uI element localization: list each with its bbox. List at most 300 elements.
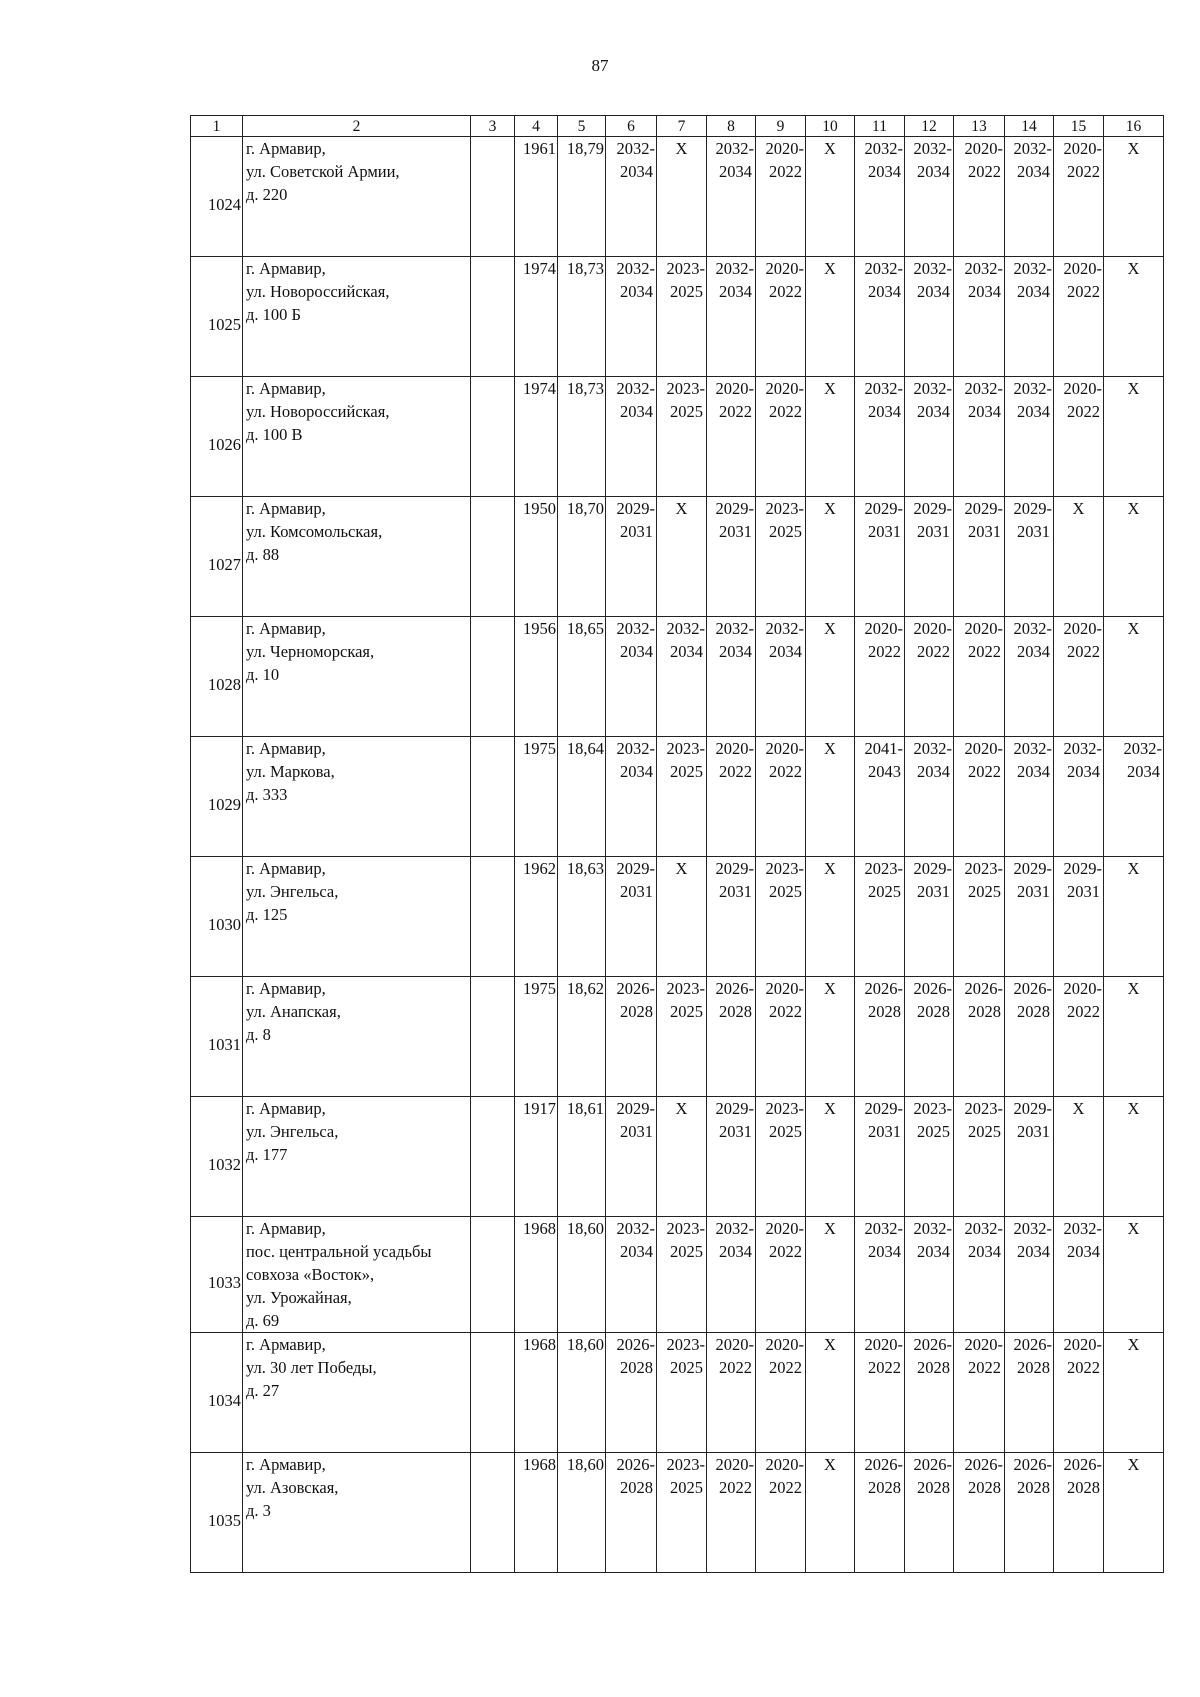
period-end: 2034 bbox=[968, 402, 1001, 421]
value-cell: 18,60 bbox=[558, 1217, 606, 1333]
period-start: 2026- bbox=[864, 1455, 903, 1474]
period-cell-col7 bbox=[657, 1217, 707, 1333]
address-line: г. Армавир, bbox=[246, 499, 326, 518]
period-end: 2022 bbox=[1067, 282, 1100, 301]
period-start: 2029- bbox=[1013, 1099, 1052, 1118]
period-cell-col7 bbox=[657, 497, 707, 617]
period-mark: X bbox=[675, 499, 688, 518]
col3-cell bbox=[471, 1097, 515, 1217]
period-start: 2020- bbox=[765, 1335, 804, 1354]
period-mark: X bbox=[824, 499, 836, 518]
period-end: 2022 bbox=[1067, 642, 1100, 661]
period-start: 2023- bbox=[666, 739, 705, 758]
row-number-cell bbox=[191, 497, 243, 617]
address-line: г. Армавир, bbox=[246, 1335, 326, 1354]
period-cell-col10 bbox=[806, 257, 855, 377]
address-line: д. 3 bbox=[246, 1501, 271, 1520]
period-cell-col16 bbox=[1104, 137, 1164, 257]
period-cell-col14 bbox=[1005, 497, 1054, 617]
period-start: 2020- bbox=[765, 1219, 804, 1238]
period-cell-col6 bbox=[606, 617, 657, 737]
period-end: 2034 bbox=[1017, 402, 1050, 421]
address-line: пос. центральной усадьбы bbox=[246, 1242, 432, 1261]
period-cell-col16 bbox=[1104, 1333, 1164, 1453]
address-line: ул. Урожайная, bbox=[246, 1288, 352, 1307]
column-header-1: 1 bbox=[191, 116, 243, 137]
period-cell-col13 bbox=[954, 1453, 1005, 1573]
period-start: 2029- bbox=[1013, 859, 1052, 878]
period-start: 2023- bbox=[765, 1099, 804, 1118]
period-cell-col15 bbox=[1054, 377, 1104, 497]
period-end: 2031 bbox=[917, 882, 950, 901]
row-number-cell bbox=[191, 857, 243, 977]
page-number: 87 bbox=[591, 56, 609, 75]
period-start: 2023- bbox=[666, 379, 705, 398]
period-start: 2032- bbox=[616, 379, 655, 398]
period-cell-col14 bbox=[1005, 377, 1054, 497]
address-cell bbox=[243, 737, 471, 857]
period-end: 2031 bbox=[968, 522, 1001, 541]
col3-cell bbox=[471, 1217, 515, 1333]
period-cell-col9 bbox=[756, 137, 806, 257]
row-number-cell bbox=[191, 377, 243, 497]
period-start: 2032- bbox=[964, 259, 1003, 278]
column-header-3: 3 bbox=[471, 116, 515, 137]
period-end: 2022 bbox=[917, 642, 950, 661]
period-end: 2034 bbox=[620, 762, 653, 781]
table-row bbox=[191, 377, 1164, 497]
period-start: 2020- bbox=[964, 619, 1003, 638]
period-cell-col15 bbox=[1054, 497, 1104, 617]
period-cell-col7 bbox=[657, 737, 707, 857]
period-cell-col11 bbox=[855, 1453, 905, 1573]
period-end: 2028 bbox=[968, 1002, 1001, 1021]
period-start: 2020- bbox=[765, 139, 804, 158]
period-cell-col9 bbox=[756, 377, 806, 497]
table-row bbox=[191, 497, 1164, 617]
address-line: г. Армавир, bbox=[246, 139, 326, 158]
value-cell: 18,73 bbox=[558, 377, 606, 497]
period-end: 2025 bbox=[769, 882, 802, 901]
period-mark: X bbox=[1127, 139, 1140, 158]
period-end: 2025 bbox=[917, 1122, 950, 1141]
period-start: 2032- bbox=[864, 259, 903, 278]
column-header-5: 5 bbox=[558, 116, 606, 137]
period-start: 2032- bbox=[1013, 1219, 1052, 1238]
period-end: 2034 bbox=[719, 282, 752, 301]
period-cell-col14 bbox=[1005, 257, 1054, 377]
period-end: 2034 bbox=[1017, 642, 1050, 661]
period-cell-col16 bbox=[1104, 617, 1164, 737]
period-start: 2020- bbox=[715, 1335, 754, 1354]
period-cell-col14 bbox=[1005, 977, 1054, 1097]
period-end: 2022 bbox=[769, 282, 802, 301]
period-end: 2031 bbox=[1017, 882, 1050, 901]
period-start: 2020- bbox=[913, 619, 952, 638]
period-cell-col15 bbox=[1054, 137, 1104, 257]
period-cell-col8 bbox=[707, 1217, 756, 1333]
period-start: 2032- bbox=[715, 619, 754, 638]
period-end: 2022 bbox=[769, 1242, 802, 1261]
period-start: 2023- bbox=[666, 1335, 705, 1354]
period-start: 2041- bbox=[864, 739, 903, 758]
period-end: 2025 bbox=[670, 1478, 703, 1497]
period-cell-col16 bbox=[1104, 1097, 1164, 1217]
period-cell-col15 bbox=[1054, 857, 1104, 977]
period-cell-col11 bbox=[855, 1333, 905, 1453]
period-start: 2032- bbox=[1013, 379, 1052, 398]
period-cell-col11 bbox=[855, 1217, 905, 1333]
period-end: 2034 bbox=[1017, 1242, 1050, 1261]
period-start: 2020- bbox=[1063, 979, 1102, 998]
period-mark: X bbox=[1072, 1099, 1085, 1118]
period-end: 2034 bbox=[719, 642, 752, 661]
period-cell-col15 bbox=[1054, 257, 1104, 377]
period-start: 2032- bbox=[964, 379, 1003, 398]
period-cell-col7 bbox=[657, 1333, 707, 1453]
address-line: ул. Энгельса, bbox=[246, 1122, 339, 1141]
period-cell-col8 bbox=[707, 857, 756, 977]
period-end: 2022 bbox=[868, 1358, 901, 1377]
row-number: 1030 bbox=[208, 915, 241, 934]
period-cell-col14 bbox=[1005, 737, 1054, 857]
period-end: 2034 bbox=[917, 282, 950, 301]
column-header-7: 7 bbox=[657, 116, 707, 137]
address-cell bbox=[243, 257, 471, 377]
address-line: ул. Черноморская, bbox=[246, 642, 375, 661]
address-cell bbox=[243, 1453, 471, 1573]
row-number-cell bbox=[191, 737, 243, 857]
period-cell-col10 bbox=[806, 737, 855, 857]
period-cell-col10 bbox=[806, 377, 855, 497]
register-body bbox=[191, 137, 1164, 1573]
period-end: 2043 bbox=[868, 762, 901, 781]
period-cell-col15 bbox=[1054, 737, 1104, 857]
period-end: 2028 bbox=[1067, 1478, 1100, 1497]
period-mark: X bbox=[1127, 1455, 1140, 1474]
period-start: 2029- bbox=[616, 499, 655, 518]
col3-cell bbox=[471, 617, 515, 737]
period-cell-col6 bbox=[606, 1217, 657, 1333]
col3-cell bbox=[471, 857, 515, 977]
period-start: 2032- bbox=[715, 1219, 754, 1238]
period-mark: X bbox=[1072, 499, 1085, 518]
period-start: 2032- bbox=[1013, 259, 1052, 278]
period-cell-col6 bbox=[606, 1453, 657, 1573]
period-end: 2022 bbox=[719, 402, 752, 421]
address-line: г. Армавир, bbox=[246, 379, 326, 398]
period-cell-col6 bbox=[606, 497, 657, 617]
period-end: 2034 bbox=[917, 162, 950, 181]
value-cell: 18,62 bbox=[558, 977, 606, 1097]
address-line: д. 100 Б bbox=[246, 305, 301, 324]
period-start: 2029- bbox=[616, 859, 655, 878]
period-cell-col11 bbox=[855, 617, 905, 737]
period-end: 2031 bbox=[719, 1122, 752, 1141]
period-cell-col16 bbox=[1104, 377, 1164, 497]
period-end: 2031 bbox=[620, 522, 653, 541]
period-end: 2022 bbox=[769, 402, 802, 421]
period-end: 2031 bbox=[1017, 522, 1050, 541]
period-end: 2034 bbox=[1017, 162, 1050, 181]
period-start: 2029- bbox=[1063, 859, 1102, 878]
period-end: 2025 bbox=[968, 882, 1001, 901]
period-end: 2034 bbox=[620, 642, 653, 661]
table-row bbox=[191, 617, 1164, 737]
period-cell-col10 bbox=[806, 1453, 855, 1573]
row-number: 1028 bbox=[208, 675, 241, 694]
period-cell-col6 bbox=[606, 1333, 657, 1453]
table-row bbox=[191, 977, 1164, 1097]
table-row bbox=[191, 257, 1164, 377]
address-line: ул. Советской Армии, bbox=[246, 162, 400, 181]
period-mark: X bbox=[824, 979, 836, 998]
period-mark: X bbox=[1127, 979, 1140, 998]
period-cell-col6 bbox=[606, 977, 657, 1097]
period-cell-col6 bbox=[606, 857, 657, 977]
period-cell-col13 bbox=[954, 857, 1005, 977]
period-end: 2034 bbox=[620, 162, 653, 181]
period-end: 2028 bbox=[917, 1358, 950, 1377]
address-line: ул. Анапская, bbox=[246, 1002, 341, 1021]
period-start: 2026- bbox=[913, 1455, 952, 1474]
year-cell: 1968 bbox=[515, 1453, 558, 1573]
year-cell: 1968 bbox=[515, 1217, 558, 1333]
period-end: 2031 bbox=[719, 882, 752, 901]
period-start: 2020- bbox=[1063, 139, 1102, 158]
period-start: 2026- bbox=[964, 979, 1003, 998]
period-mark: X bbox=[675, 1099, 688, 1118]
period-end: 2028 bbox=[1017, 1358, 1050, 1377]
period-cell-col12 bbox=[905, 737, 954, 857]
period-cell-col13 bbox=[954, 977, 1005, 1097]
period-end: 2031 bbox=[1067, 882, 1100, 901]
period-cell-col12 bbox=[905, 377, 954, 497]
row-number-cell bbox=[191, 1097, 243, 1217]
period-end: 2031 bbox=[719, 522, 752, 541]
address-line: д. 10 bbox=[246, 665, 280, 684]
period-cell-col14 bbox=[1005, 1097, 1054, 1217]
period-start: 2020- bbox=[864, 619, 903, 638]
period-start: 2032- bbox=[1063, 1219, 1102, 1238]
address-line: д. 125 bbox=[246, 905, 288, 924]
period-end: 2031 bbox=[868, 1122, 901, 1141]
address-line: г. Армавир, bbox=[246, 859, 326, 878]
period-end: 2031 bbox=[620, 882, 653, 901]
period-end: 2034 bbox=[868, 282, 901, 301]
period-cell-col15 bbox=[1054, 1217, 1104, 1333]
year-cell: 1974 bbox=[515, 257, 558, 377]
year-cell: 1975 bbox=[515, 737, 558, 857]
period-start: 2032- bbox=[765, 619, 804, 638]
year-cell: 1956 bbox=[515, 617, 558, 737]
period-end: 2034 bbox=[719, 1242, 752, 1261]
period-mark: X bbox=[824, 859, 836, 878]
address-line: г. Армавир, bbox=[246, 259, 326, 278]
period-cell-col10 bbox=[806, 1333, 855, 1453]
period-cell-col8 bbox=[707, 737, 756, 857]
period-cell-col9 bbox=[756, 737, 806, 857]
period-cell-col10 bbox=[806, 497, 855, 617]
period-start: 2032- bbox=[913, 139, 952, 158]
period-end: 2022 bbox=[1067, 1002, 1100, 1021]
address-line: д. 69 bbox=[246, 1311, 280, 1330]
row-number: 1031 bbox=[208, 1035, 241, 1054]
period-cell-col16 bbox=[1104, 1217, 1164, 1333]
period-end: 2025 bbox=[769, 522, 802, 541]
period-start: 2026- bbox=[1013, 1335, 1052, 1354]
period-cell-col12 bbox=[905, 1097, 954, 1217]
period-cell-col12 bbox=[905, 617, 954, 737]
period-end: 2031 bbox=[1017, 1122, 1050, 1141]
period-end: 2022 bbox=[968, 762, 1001, 781]
period-mark: X bbox=[824, 139, 836, 158]
period-cell-col11 bbox=[855, 497, 905, 617]
row-number: 1033 bbox=[208, 1273, 241, 1292]
period-cell-col6 bbox=[606, 737, 657, 857]
period-end: 2034 bbox=[620, 402, 653, 421]
period-cell-col9 bbox=[756, 497, 806, 617]
address-line: д. 8 bbox=[246, 1025, 271, 1044]
period-start: 2020- bbox=[765, 379, 804, 398]
period-start: 2032- bbox=[666, 619, 705, 638]
period-end: 2034 bbox=[670, 642, 703, 661]
column-header-4: 4 bbox=[515, 116, 558, 137]
period-cell-col14 bbox=[1005, 1217, 1054, 1333]
row-number-cell bbox=[191, 1333, 243, 1453]
period-start: 2029- bbox=[616, 1099, 655, 1118]
value-cell: 18,61 bbox=[558, 1097, 606, 1217]
column-header-8: 8 bbox=[707, 116, 756, 137]
period-start: 2029- bbox=[715, 1099, 754, 1118]
row-number: 1026 bbox=[208, 435, 241, 454]
row-number: 1024 bbox=[208, 195, 241, 214]
period-cell-col8 bbox=[707, 497, 756, 617]
year-cell: 1962 bbox=[515, 857, 558, 977]
period-start: 2026- bbox=[616, 1335, 655, 1354]
period-cell-col6 bbox=[606, 1097, 657, 1217]
row-number-cell bbox=[191, 1453, 243, 1573]
row-number: 1032 bbox=[208, 1155, 241, 1174]
column-header-16: 16 bbox=[1104, 116, 1164, 137]
period-mark: X bbox=[824, 1099, 836, 1118]
address-line: г. Армавир, bbox=[246, 979, 326, 998]
period-start: 2026- bbox=[616, 1455, 655, 1474]
period-start: 2032- bbox=[616, 139, 655, 158]
period-cell-col7 bbox=[657, 857, 707, 977]
period-start: 2023- bbox=[666, 1455, 705, 1474]
value-cell: 18,73 bbox=[558, 257, 606, 377]
year-cell: 1917 bbox=[515, 1097, 558, 1217]
row-number: 1025 bbox=[208, 315, 241, 334]
period-start: 2032- bbox=[1013, 739, 1052, 758]
period-start: 2023- bbox=[666, 259, 705, 278]
period-end: 2028 bbox=[917, 1002, 950, 1021]
period-cell-col12 bbox=[905, 137, 954, 257]
period-end: 2034 bbox=[868, 402, 901, 421]
period-cell-col8 bbox=[707, 1333, 756, 1453]
period-end: 2022 bbox=[769, 1002, 802, 1021]
period-start: 2029- bbox=[1013, 499, 1052, 518]
period-cell-col11 bbox=[855, 977, 905, 1097]
period-end: 2025 bbox=[670, 282, 703, 301]
col3-cell bbox=[471, 137, 515, 257]
address-cell bbox=[243, 857, 471, 977]
row-number-cell bbox=[191, 137, 243, 257]
period-start: 2032- bbox=[616, 619, 655, 638]
period-start: 2032- bbox=[715, 259, 754, 278]
period-start: 2020- bbox=[765, 259, 804, 278]
period-cell-col16 bbox=[1104, 497, 1164, 617]
period-cell-col12 bbox=[905, 1453, 954, 1573]
period-cell-col8 bbox=[707, 377, 756, 497]
address-line: ул. 30 лет Победы, bbox=[246, 1358, 377, 1377]
row-number: 1027 bbox=[208, 555, 241, 574]
period-start: 2026- bbox=[913, 979, 952, 998]
period-cell-col8 bbox=[707, 977, 756, 1097]
year-cell: 1968 bbox=[515, 1333, 558, 1453]
address-cell bbox=[243, 617, 471, 737]
value-cell: 18,65 bbox=[558, 617, 606, 737]
period-end: 2034 bbox=[917, 1242, 950, 1261]
col3-cell bbox=[471, 257, 515, 377]
period-cell-col10 bbox=[806, 1097, 855, 1217]
period-cell-col12 bbox=[905, 857, 954, 977]
table-row bbox=[191, 1217, 1164, 1333]
period-start: 2026- bbox=[1063, 1455, 1102, 1474]
period-start: 2023- bbox=[765, 859, 804, 878]
period-cell-col8 bbox=[707, 617, 756, 737]
period-end: 2022 bbox=[769, 1358, 802, 1377]
period-mark: X bbox=[1127, 499, 1140, 518]
period-mark: X bbox=[824, 1335, 836, 1354]
row-number: 1034 bbox=[208, 1391, 241, 1410]
period-end: 2022 bbox=[769, 1478, 802, 1497]
value-cell: 18,63 bbox=[558, 857, 606, 977]
period-start: 2026- bbox=[964, 1455, 1003, 1474]
period-end: 2034 bbox=[968, 1242, 1001, 1261]
column-header-10: 10 bbox=[806, 116, 855, 137]
period-mark: X bbox=[1127, 1335, 1140, 1354]
period-start: 2029- bbox=[715, 499, 754, 518]
address-line: д. 177 bbox=[246, 1145, 288, 1164]
address-line: совхоза «Восток», bbox=[246, 1265, 375, 1284]
period-end: 2025 bbox=[670, 1242, 703, 1261]
period-cell-col8 bbox=[707, 1453, 756, 1573]
table-row bbox=[191, 1333, 1164, 1453]
period-cell-col9 bbox=[756, 1333, 806, 1453]
row-number-cell bbox=[191, 977, 243, 1097]
period-start: 2029- bbox=[864, 1099, 903, 1118]
row-number: 1035 bbox=[208, 1511, 241, 1530]
period-cell-col7 bbox=[657, 257, 707, 377]
col3-cell bbox=[471, 737, 515, 857]
value-cell: 18,79 bbox=[558, 137, 606, 257]
table-row bbox=[191, 1097, 1164, 1217]
period-end: 2031 bbox=[917, 522, 950, 541]
year-cell: 1961 bbox=[515, 137, 558, 257]
address-line: г. Армавир, bbox=[246, 1099, 326, 1118]
period-cell-col9 bbox=[756, 1217, 806, 1333]
column-header-13: 13 bbox=[954, 116, 1005, 137]
row-number-cell bbox=[191, 1217, 243, 1333]
period-cell-col16 bbox=[1104, 857, 1164, 977]
address-cell bbox=[243, 137, 471, 257]
period-cell-col12 bbox=[905, 257, 954, 377]
period-end: 2022 bbox=[769, 162, 802, 181]
period-start: 2029- bbox=[913, 859, 952, 878]
period-cell-col16 bbox=[1104, 737, 1164, 857]
